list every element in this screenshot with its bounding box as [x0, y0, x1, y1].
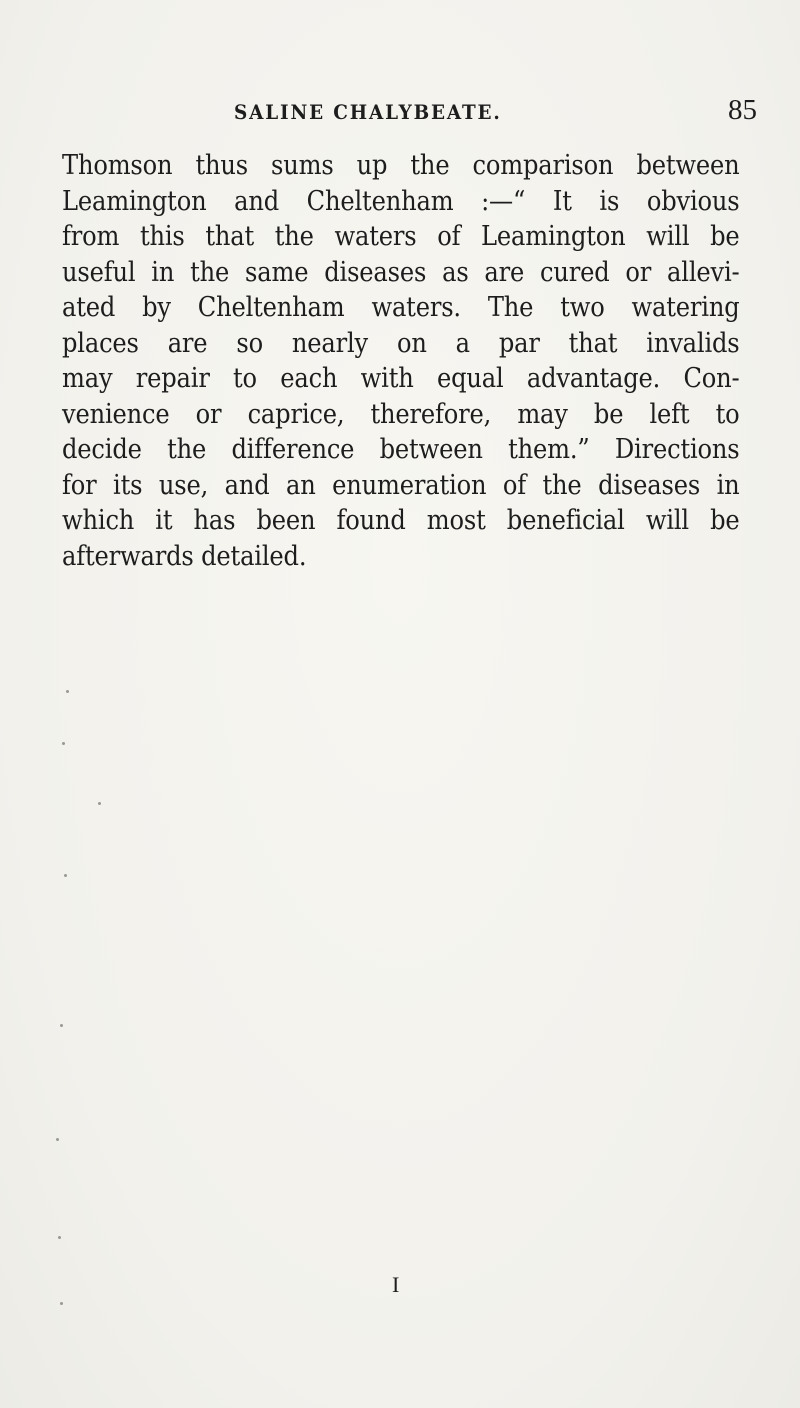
paper-speck [58, 1236, 61, 1239]
paper-speck [56, 1138, 59, 1141]
page-number: 85 [728, 94, 757, 126]
text-line: places are so nearly on a par that invalids [62, 327, 740, 359]
text-line: Leamington and Cheltenham :—“ It is obvious [62, 185, 740, 217]
text-line: decide the difference between them.” Directions [62, 434, 740, 465]
text-line: useful in the same diseases as are cured or allevi- [62, 256, 740, 288]
running-head [0, 88, 800, 128]
paper-speck [98, 802, 101, 805]
paper-speck [62, 742, 65, 745]
text-line: venience or caprice, therefore, may be left to [62, 398, 740, 430]
running-title: SALINE CHALYBEATE. [234, 100, 502, 124]
paper-speck [60, 1302, 63, 1305]
paper-speck [60, 1024, 63, 1027]
signature-mark: I [392, 1272, 400, 1297]
paper-speck [66, 690, 69, 693]
text-line: Thomson thus sums up the comparison between [62, 150, 740, 181]
text-line: for its use, and an enumeration of the diseases in [62, 469, 740, 501]
body-paragraph [62, 148, 740, 574]
text-line: ated by Cheltenham waters. The two watering [62, 292, 740, 323]
text-line: may repair to each with equal advantage. Con- [62, 363, 740, 394]
text-line: afterwards detailed. [62, 540, 307, 572]
text-line: from this that the waters of Leamington will be [62, 221, 740, 252]
paper-speck [64, 874, 67, 877]
text-line: which it has been found most beneficial will be [62, 505, 740, 536]
